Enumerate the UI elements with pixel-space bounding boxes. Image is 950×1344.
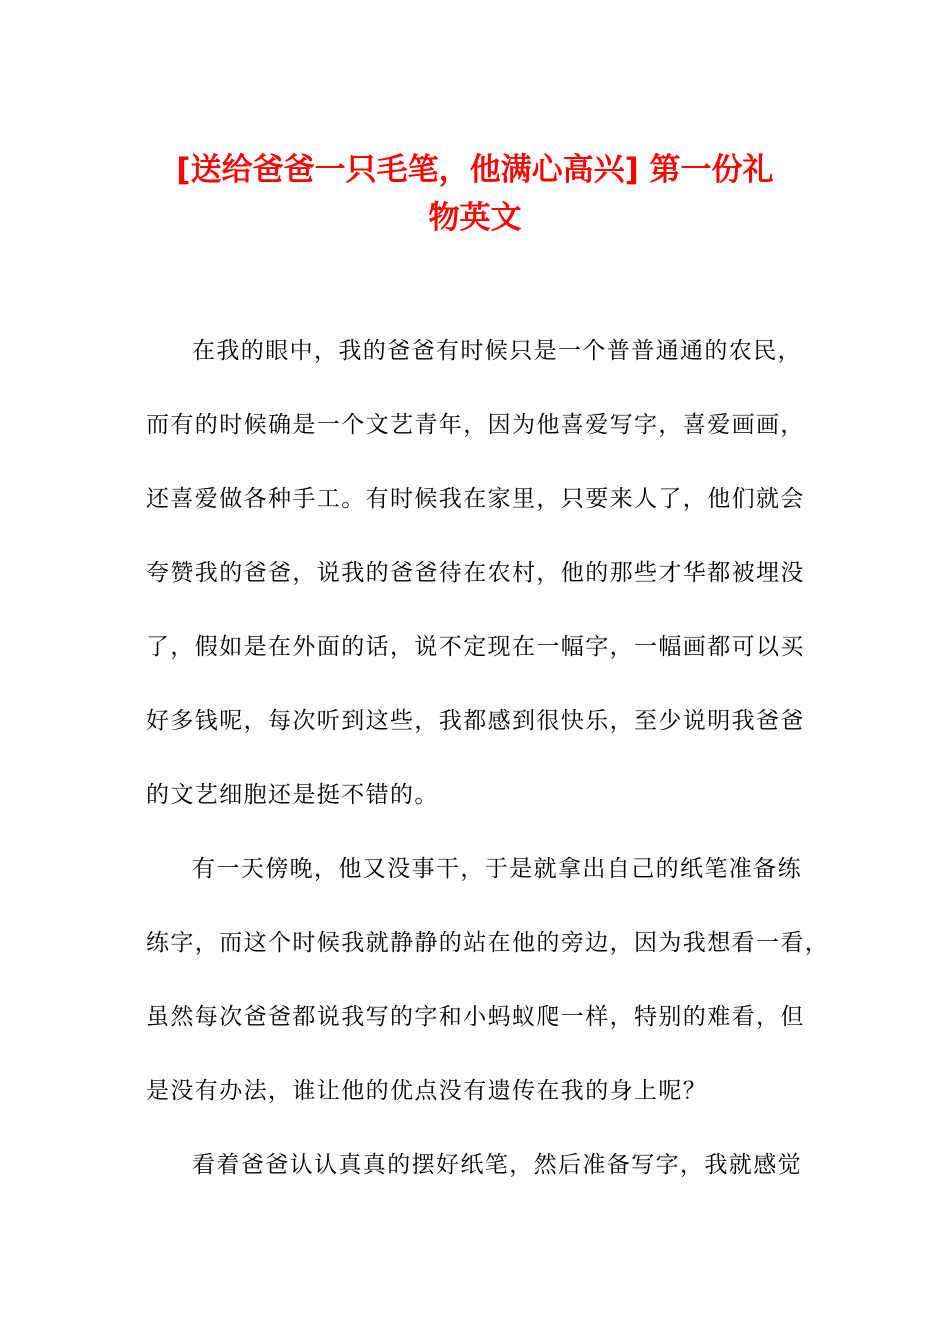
text-line: 练字，而这个时候我就静静的站在他的旁边，因为我想看一看， [146, 930, 830, 956]
text-line: 是没有办法，谁让他的优点没有遗传在我的身上呢？ [146, 1078, 708, 1104]
text-line: 了，假如是在外面的话，说不定现在一幅字，一幅画都可以买 [146, 634, 805, 660]
text-line: 看着爸爸认认真真的摆好纸笔，然后准备写字，我就感觉 [192, 1152, 802, 1178]
document-body [146, 323, 830, 1211]
title-line-1: [送给爸爸一只毛笔，他满心高兴] 第一份礼 [176, 152, 774, 188]
text-line: 夸赞我的爸爸，说我的爸爸待在农村，他的那些才华都被埋没 [146, 560, 805, 586]
text-line: 虽然每次爸爸都说我写的字和小蚂蚁爬一样，特别的难看，但 [146, 1004, 805, 1030]
text-line: 而有的时候确是一个文艺青年，因为他喜爱写字，喜爱画画， [146, 412, 805, 438]
title-line-2: 物英文 [428, 200, 522, 236]
paragraph-1 [146, 323, 806, 841]
text-line: 在我的眼中，我的爸爸有时候只是一个普普通通的农民， [192, 338, 802, 364]
text-line: 好多钱呢，每次听到这些，我都感到很快乐，至少说明我爸爸 [146, 708, 805, 734]
text-line: 的文艺细胞还是挺不错的。 [146, 782, 439, 808]
paragraph-2 [146, 841, 830, 1137]
paragraph-3 [146, 1137, 806, 1211]
document-title [145, 146, 805, 242]
text-line: 有一天傍晚，他又没事干，于是就拿出自己的纸笔准备练 [192, 856, 802, 882]
text-line: 还喜爱做各种手工。有时候我在家里，只要来人了，他们就会 [146, 486, 805, 512]
